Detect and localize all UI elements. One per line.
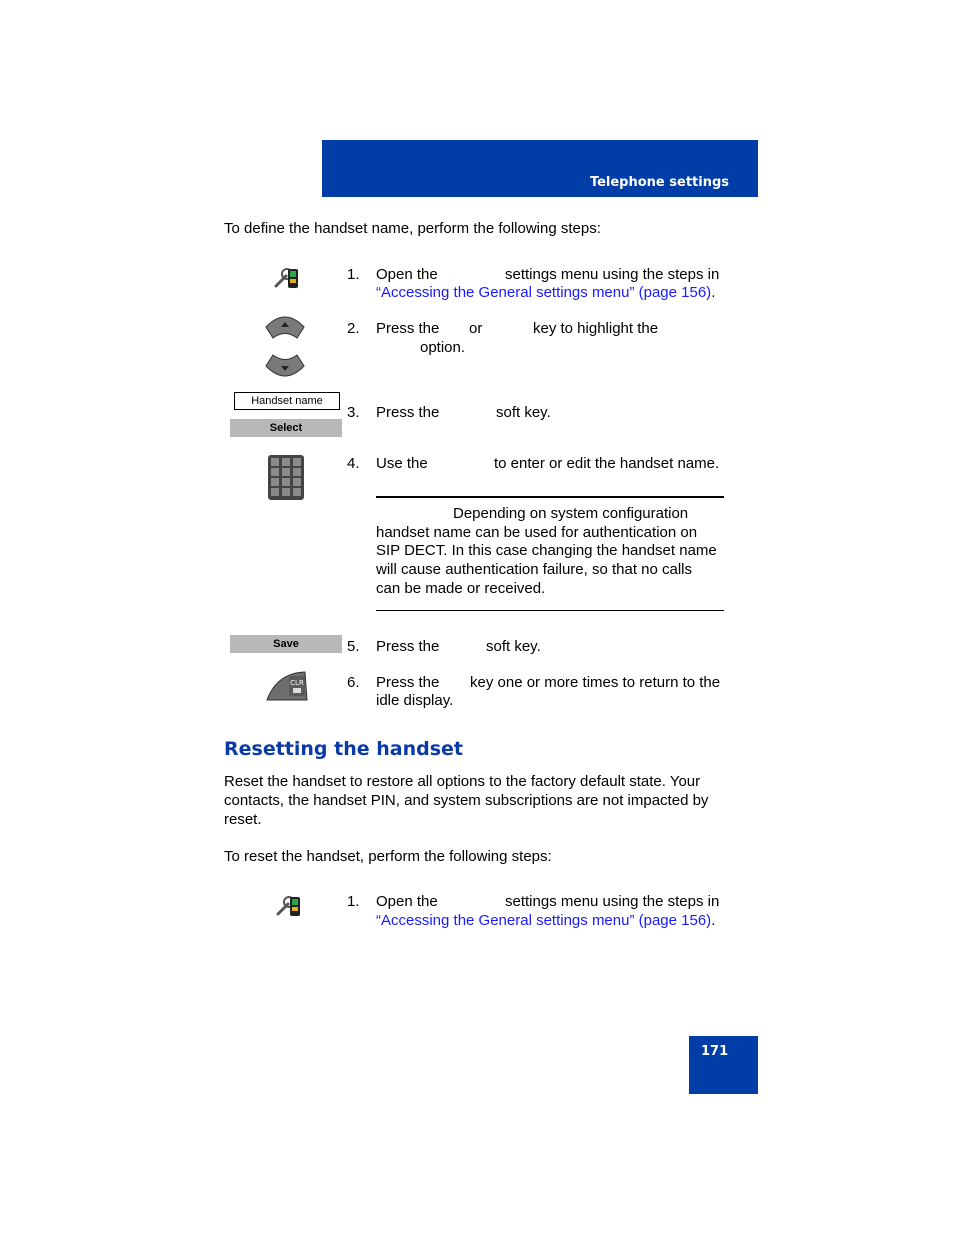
- step-text: Press the: [376, 320, 440, 337]
- step-text: Open the: [376, 893, 438, 910]
- note-text: can be made or received.: [376, 580, 546, 597]
- cross-reference-link[interactable]: “Accessing the General settings menu” (page 156): [376, 284, 712, 301]
- step-text: idle display.: [376, 692, 454, 709]
- link-period: .: [711, 912, 716, 929]
- step-number: 6.: [347, 674, 360, 691]
- step-text: soft key.: [496, 404, 551, 421]
- note-text: will cause authentication failure, so that no calls: [376, 561, 693, 578]
- step-text: settings menu using the steps in: [505, 266, 720, 283]
- reset-intro-text: To reset the handset, perform the following steps:: [224, 848, 552, 865]
- step-text: key one or more times to return to the: [470, 674, 721, 691]
- cross-reference-link[interactable]: “Accessing the General settings menu” (page 156): [376, 912, 712, 929]
- note-text: SIP DECT. In this case changing the handset name: [376, 542, 717, 559]
- paragraph-text: reset.: [224, 811, 262, 828]
- step-number: 1.: [347, 266, 360, 283]
- header-band: [322, 140, 758, 197]
- step-text: Open the: [376, 266, 438, 283]
- select-softkey: Select: [230, 419, 342, 437]
- paragraph-text: Reset the handset to restore all options to the factory default state. Your: [224, 773, 701, 790]
- step-text: Press the: [376, 674, 440, 691]
- save-softkey: Save: [230, 635, 342, 653]
- note-top-rule: [376, 496, 724, 498]
- step-text: Press the: [376, 404, 440, 421]
- dialpad-icon: [268, 455, 304, 505]
- note-text: handset name can be used for authentication on: [376, 524, 698, 541]
- page-number-box: [689, 1036, 758, 1094]
- navigation-down-key-icon: [264, 352, 306, 385]
- link-period: .: [711, 284, 716, 301]
- section-heading: Resetting the handset: [224, 738, 463, 760]
- paragraph-text: contacts, the handset PIN, and system subscriptions are not impacted by: [224, 792, 709, 809]
- handset-name-menu-item: Handset name: [234, 392, 340, 410]
- step-number: 3.: [347, 404, 360, 421]
- navigation-up-key-icon: [264, 313, 306, 346]
- step-text: to enter or edit the handset name.: [494, 455, 720, 472]
- note-text: Depending on system configuration: [453, 505, 689, 522]
- step-number: 4.: [347, 455, 360, 472]
- clear-key-label: CLR: [290, 679, 304, 687]
- step-text: option.: [420, 339, 466, 356]
- clear-key-icon: [265, 671, 309, 706]
- step-number: 5.: [347, 638, 360, 655]
- intro-text: To define the handset name, perform the following steps:: [224, 220, 601, 237]
- settings-wrench-phone-icon: [275, 894, 303, 923]
- header-title: Telephone settings: [589, 175, 729, 190]
- step-number: 1.: [347, 893, 360, 910]
- page-number: 171: [701, 1044, 729, 1059]
- settings-wrench-phone-icon: [273, 266, 301, 295]
- step-text: Use the: [376, 455, 428, 472]
- step-text: Press the: [376, 638, 440, 655]
- step-text: soft key.: [486, 638, 541, 655]
- note-bottom-rule: [376, 610, 724, 611]
- step-text: or: [469, 320, 483, 337]
- step-text: key to highlight the: [533, 320, 659, 337]
- step-text: settings menu using the steps in: [505, 893, 720, 910]
- step-number: 2.: [347, 320, 360, 337]
